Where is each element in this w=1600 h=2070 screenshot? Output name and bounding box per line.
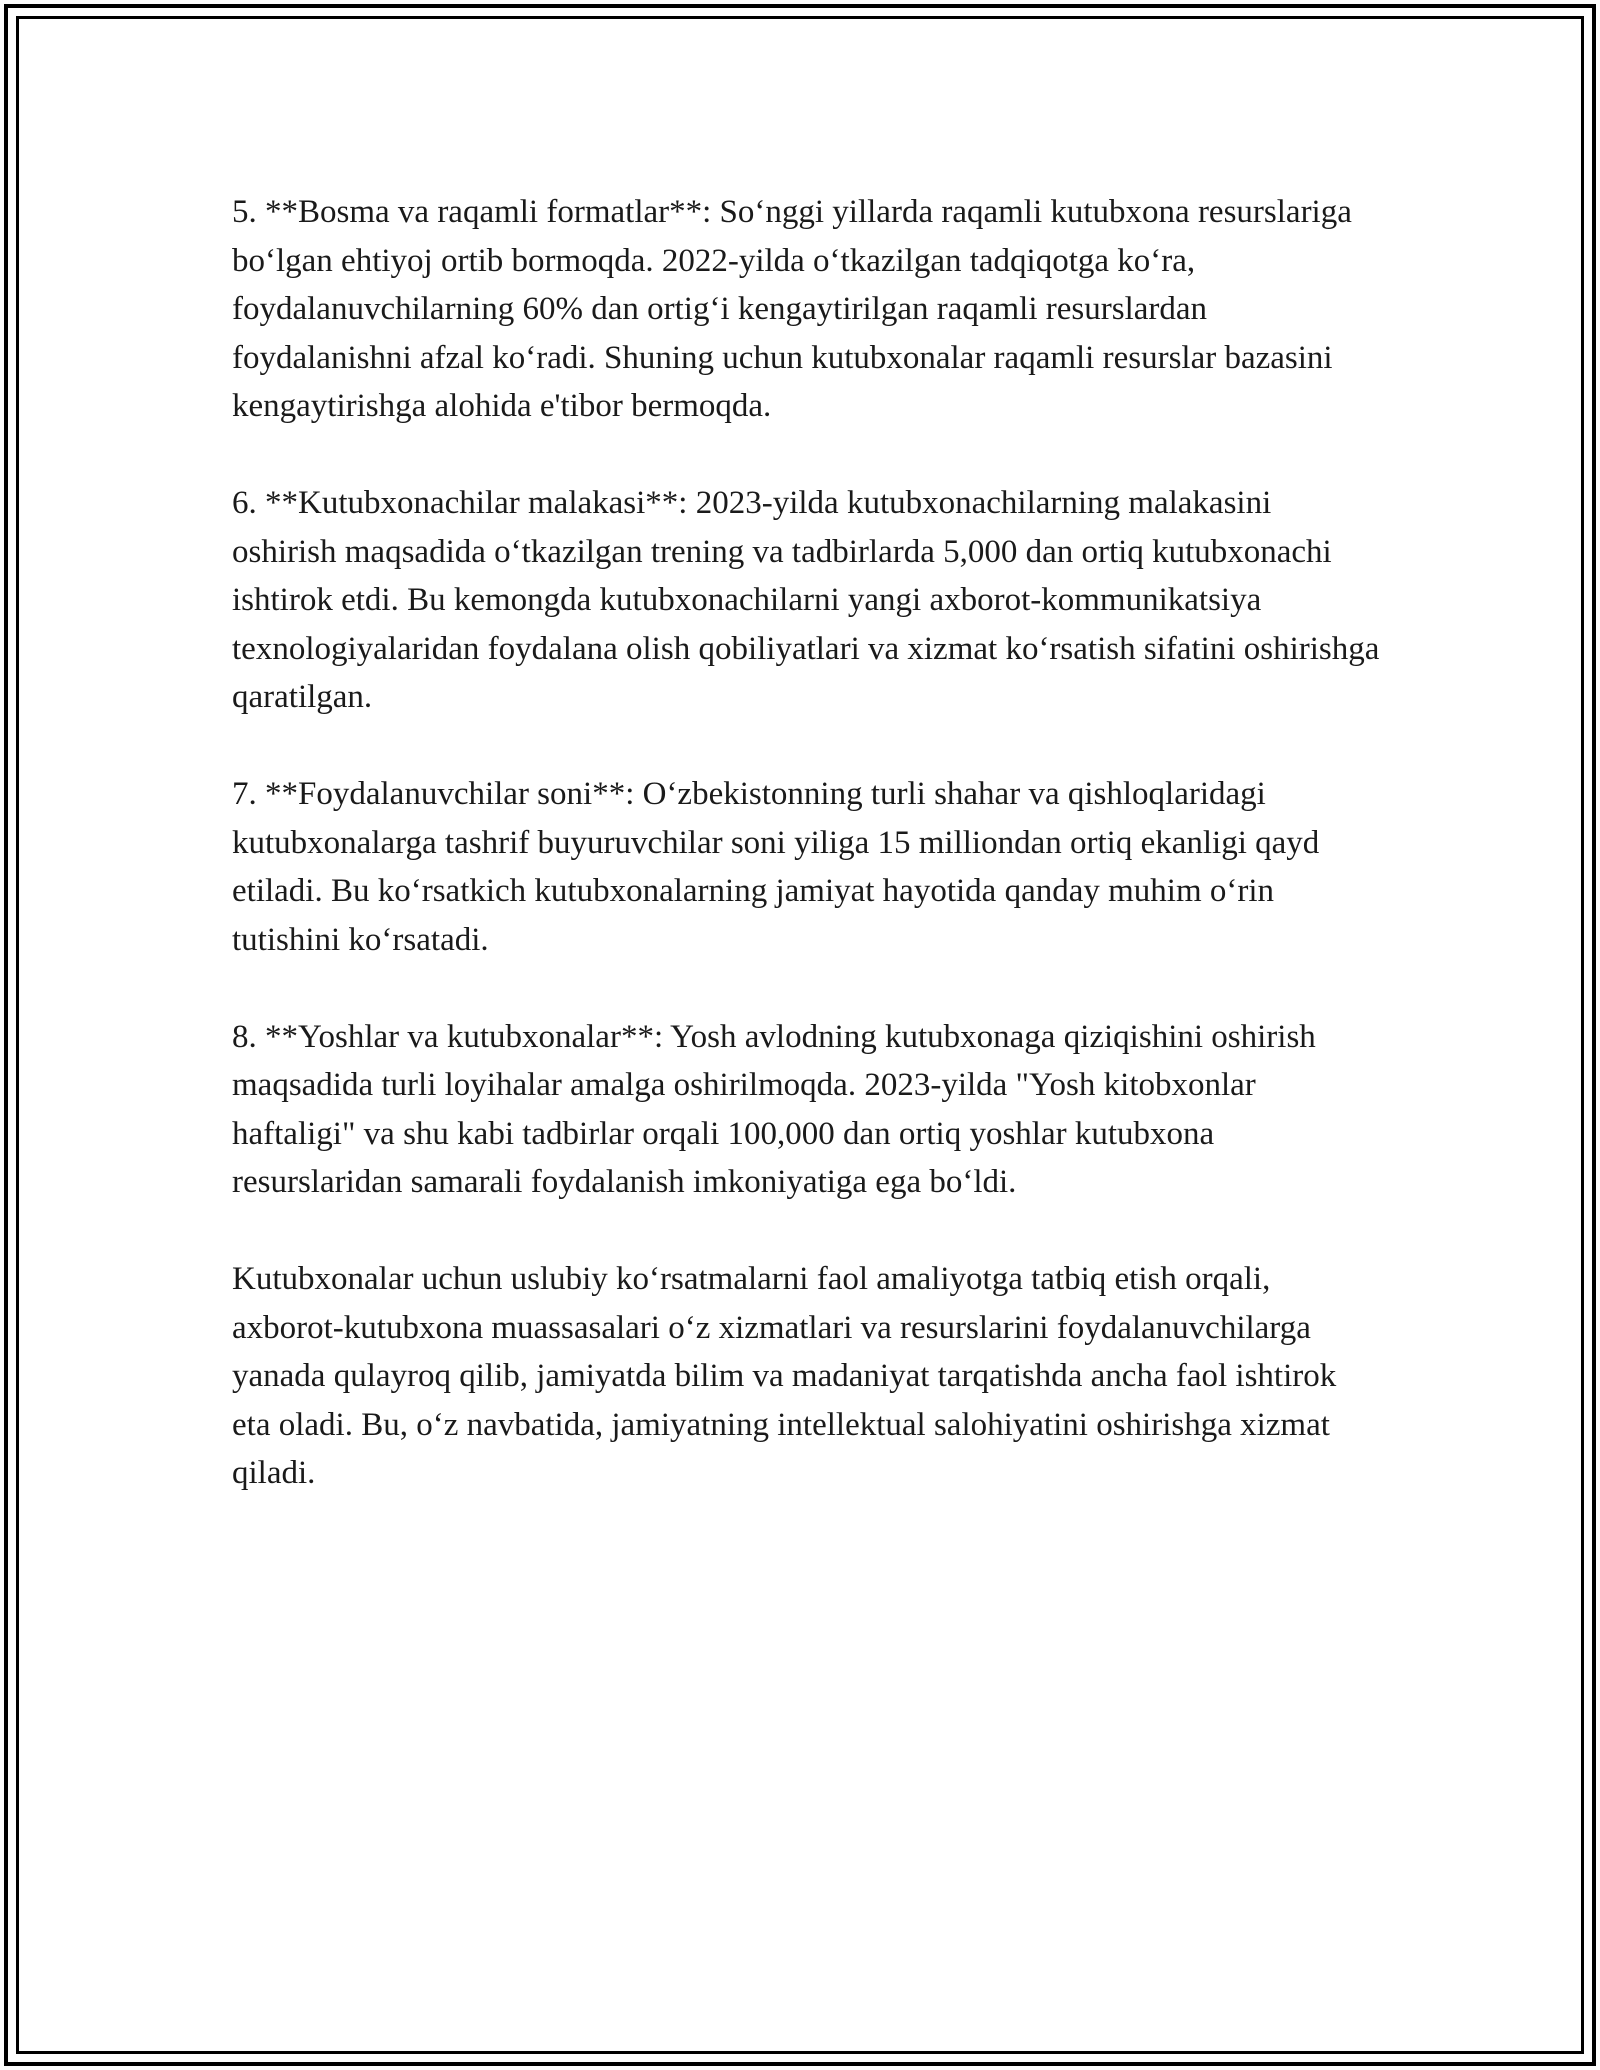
paragraph-user-count: 7. **Foydalanuvchilar soni**: O‘zbekistonning turli shahar va qishloqlaridagi kutubxonalarga tashrif buyuruvchilar soni yiliga 15 milliondan ortiq ekanligi qayd etiladi. Bu ko‘rsatkich kutubxonalarning jamiyat hayotida qanday muhim o‘rin tutishini ko‘rsatadi. — [232, 776, 1320, 958]
paragraph-print-digital-formats: 5. **Bosma va raqamli formatlar**: So‘nggi yillarda raqamli kutubxona resurslariga bo‘lgan ehtiyoj ortib bormoqda. 2022-yilda o‘tkazilgan tadqiqotga ko‘ra, foydalanuvchilarning 60% dan ortig‘i kengaytirilgan raqamli resurslardan foydalanishni afzal ko‘radi. Shuning uchun kutubxonalar raqamli resurslar bazasini kengaytirishga alohida e'tibor bermoqda. — [232, 194, 1352, 424]
paragraph-conclusion: Kutubxonalar uchun uslubiy ko‘rsatmalarni faol amaliyotga tatbiq etish orqali, axborot-kutubxona muassasalari o‘z xizmatlari va resurslarini foydalanuvchilarga yanada qulayroq qilib, jamiyatda bilim va madaniyat tarqatishda ancha faol ishtirok eta oladi. Bu, o‘z navbatida, jamiyatning intellektual salohiyatini oshirishga xizmat qiladi. — [232, 1261, 1337, 1491]
document-body — [232, 188, 1382, 1546]
paragraph-youth-libraries: 8. **Yoshlar va kutubxonalar**: Yosh avlodning kutubxonaga qiziqishini oshirish maqsadida turli loyihalar amalga oshirilmoqda. 2023-yilda "Yosh kitobxonlar haftaligi" va shu kabi tadbirlar orqali 100,000 dan ortiq yoshlar kutubxona resurslaridan samarali foydalanish imkoniyatiga ega bo‘ldi. — [232, 1018, 1316, 1200]
paragraph-librarian-qualification: 6. **Kutubxonachilar malakasi**: 2023-yilda kutubxonachilarning malakasini oshirish maqsadida o‘tkazilgan trening va tadbirlarda 5,000 dan ortiq kutubxonachi ishtirok etdi. Bu kemongda kutubxonachilarni yangi axborot-kommunikatsiya texnologiyalaridan foydalana olish qobiliyatlari va xizmat ko‘rsatish sifatini oshirishga qaratilgan. — [232, 485, 1380, 715]
